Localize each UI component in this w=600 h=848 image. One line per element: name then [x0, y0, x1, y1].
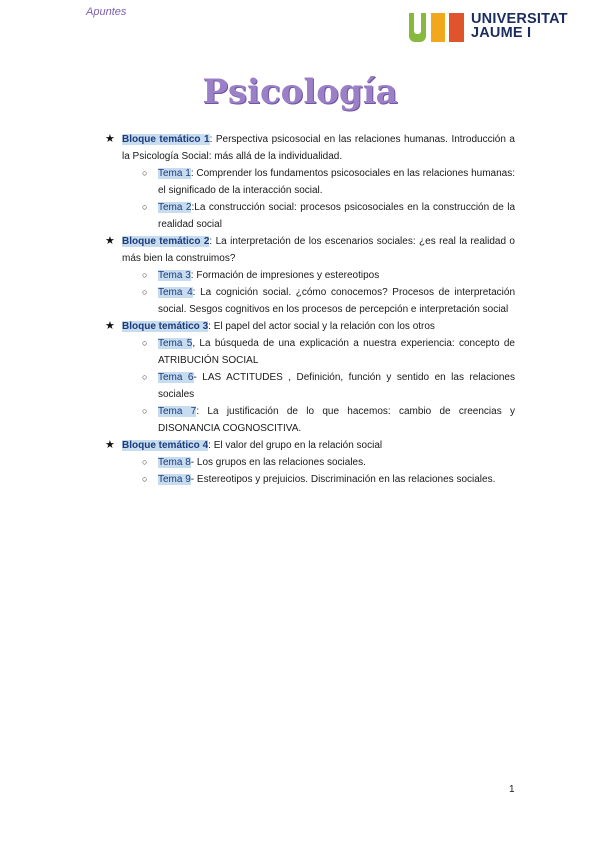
- circle-bullet-icon: ○: [142, 372, 148, 382]
- tema-item: [105, 267, 515, 284]
- tema-text: - LAS ACTITUDES , Definición, función y sentido en las relaciones sociales: [158, 372, 515, 400]
- syllabus-list: [105, 131, 515, 488]
- circle-bullet-icon: ○: [142, 270, 148, 280]
- tema-item: [105, 335, 515, 369]
- tema-text: , La búsqueda de una explicación a nuestra experiencia: concepto de ATRIBUCIÓN SOCIAL: [158, 338, 515, 366]
- tema-text: :La construcción social: procesos psicosociales en la construcción de la realidad social: [158, 202, 516, 230]
- tema-text: - Estereotipos y prejuicios. Discriminación en las relaciones sociales.: [190, 474, 496, 485]
- circle-bullet-icon: ○: [142, 457, 148, 467]
- tema-text: - Los grupos en las relaciones sociales.: [190, 457, 366, 468]
- tema-item: [105, 471, 515, 488]
- logo-wordmark: UNIVERSITAT JAUME I: [471, 11, 568, 41]
- circle-bullet-icon: ○: [142, 287, 148, 297]
- tema-label: Tema 3: [158, 270, 191, 281]
- bloque-item: [105, 437, 515, 454]
- tema-label: Tema 7: [158, 406, 197, 417]
- tema-item: [105, 369, 515, 403]
- tema-text: : La justificación de lo que hacemos: cambio de creencias y DISONANCIA COGNOSCITIVA.: [158, 406, 516, 434]
- bloque-item: [105, 131, 515, 165]
- circle-bullet-icon: ○: [142, 168, 148, 178]
- page-number: 1: [509, 784, 515, 795]
- page-title: Psicología: [202, 72, 398, 112]
- bloque-item: [105, 233, 515, 267]
- star-bullet-icon: ★: [105, 133, 115, 145]
- tema-label: Tema 5: [158, 338, 193, 349]
- header-label: Apuntes: [86, 6, 127, 18]
- bloque-text: : Perspectiva psicosocial en las relaciones humanas. Introducción a la Psicología Social: más allá de la individualidad.: [122, 134, 515, 162]
- bloque-label: Bloque temático 1: [122, 134, 210, 145]
- star-bullet-icon: ★: [105, 235, 115, 247]
- tema-item: [105, 165, 515, 199]
- star-bullet-icon: ★: [105, 320, 115, 332]
- tema-text: : Formación de impresiones y estereotipos: [190, 270, 380, 281]
- tema-label: Tema 4: [158, 287, 193, 298]
- bloque-text: : El papel del actor social y la relación con los otros: [208, 321, 435, 332]
- tema-item: [105, 454, 515, 471]
- tema-label: Tema 1: [158, 168, 191, 179]
- tema-item: [105, 284, 515, 318]
- logo-u-mark: [409, 13, 426, 42]
- circle-bullet-icon: ○: [142, 338, 148, 348]
- star-bullet-icon: ★: [105, 439, 115, 451]
- bloque-text: : La interpretación de los escenarios sociales: ¿es real la realidad o más bien la construimos?: [122, 236, 515, 264]
- tema-label: Tema 9: [158, 474, 191, 485]
- tema-text: : La cognición social. ¿cómo conocemos? Procesos de interpretación social. Sesgos cognitivos en los procesos de percepción e interpretación social: [158, 287, 515, 315]
- bloque-label: Bloque temático 3: [122, 321, 209, 332]
- logo-i-mark: [449, 13, 464, 42]
- bloque-label: Bloque temático 4: [122, 440, 209, 451]
- university-logo: [409, 13, 579, 45]
- circle-bullet-icon: ○: [142, 406, 148, 416]
- bloque-item: [105, 318, 515, 335]
- tema-label: Tema 8: [158, 457, 191, 468]
- circle-bullet-icon: ○: [142, 202, 148, 212]
- bloque-text: : El valor del grupo en la relación social: [208, 440, 383, 451]
- logo-j-mark: [431, 13, 445, 42]
- tema-label: Tema 6: [158, 372, 194, 383]
- tema-item: [105, 199, 515, 233]
- tema-text: : Comprender los fundamentos psicosociales en las relaciones humanas: el significado de la interacción social.: [158, 168, 515, 196]
- circle-bullet-icon: ○: [142, 474, 148, 484]
- bloque-label: Bloque temático 2: [122, 236, 210, 247]
- tema-label: Tema 2: [158, 202, 192, 213]
- tema-item: [105, 403, 515, 437]
